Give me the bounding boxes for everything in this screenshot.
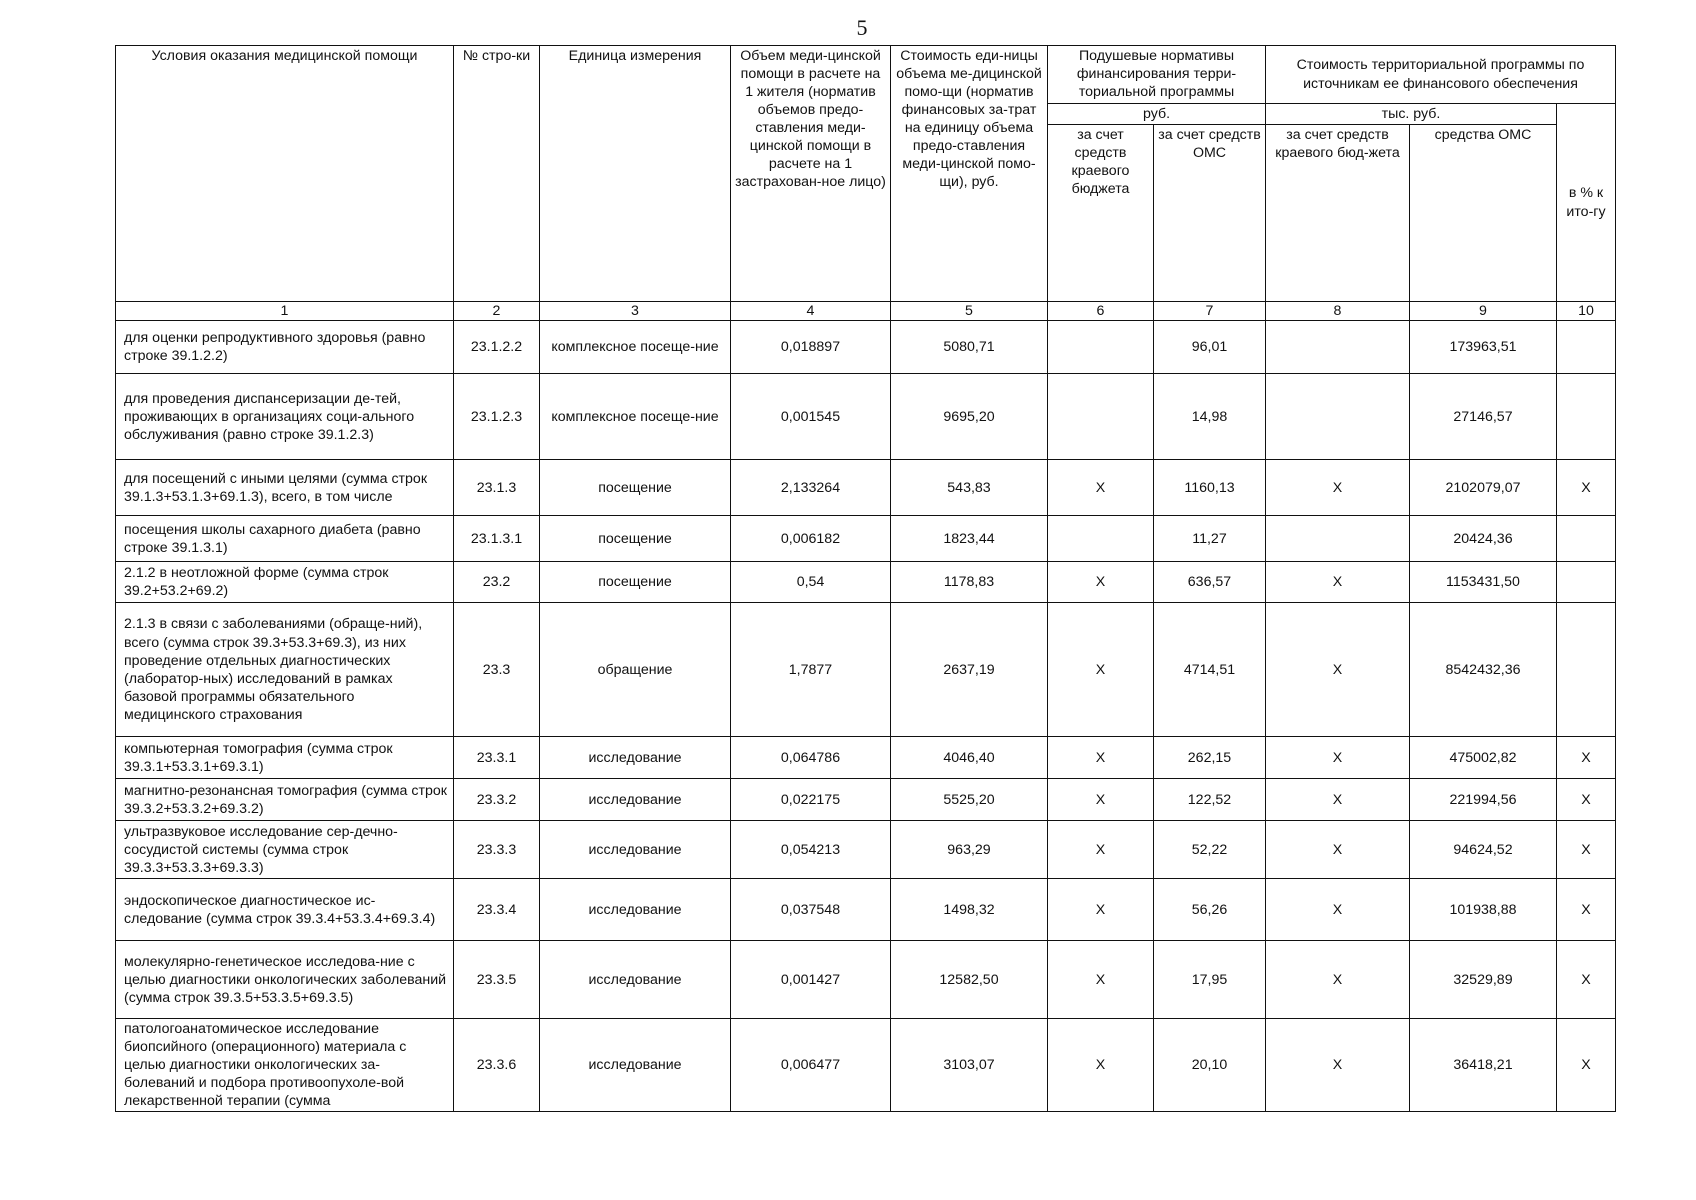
row-unit-cost: 1823,44 — [891, 516, 1048, 562]
row-line-number: 23.3.5 — [454, 941, 540, 1019]
row-unit-cost: 5080,71 — [891, 321, 1048, 374]
row-condition: для оценки репродуктивного здоровья (равно строке 39.1.2.2) — [116, 321, 454, 374]
row-condition: 2.1.2 в неотложной форме (сумма строк 39.2+53.2+69.2) — [116, 562, 454, 603]
row-regional-budget-rub: X — [1048, 460, 1154, 516]
row-line-number: 23.3.2 — [454, 779, 540, 821]
column-number: 4 — [731, 302, 891, 321]
table-row — [116, 374, 1616, 460]
row-oms-thousand: 475002,82 — [1410, 737, 1557, 779]
table-row — [116, 821, 1616, 879]
financing-table — [115, 45, 1616, 1112]
header-line-number: № стро-ки — [454, 46, 540, 302]
row-unit-cost: 5525,20 — [891, 779, 1048, 821]
row-regional-budget-rub: X — [1048, 1019, 1154, 1112]
header-thousand-rub: тыс. руб. — [1266, 104, 1557, 125]
row-percent-total: X — [1557, 879, 1616, 941]
row-unit-cost: 1498,32 — [891, 879, 1048, 941]
header-rub: руб. — [1048, 104, 1266, 125]
row-line-number: 23.3.3 — [454, 821, 540, 879]
row-condition: ультразвуковое исследование сер-дечно-сосудистой системы (сумма строк 39.3.3+53.3.3+69.3.3) — [116, 821, 454, 879]
row-unit-cost: 963,29 — [891, 821, 1048, 879]
row-line-number: 23.3 — [454, 603, 540, 737]
header-program-cost: Стоимость территориальной программы по источникам ее финансового обеспечения — [1266, 46, 1616, 104]
row-oms-rub: 262,15 — [1154, 737, 1266, 779]
row-condition: для проведения диспансеризации де-тей, проживающих в организациях соци-ального обслуживания (равно строке 39.1.2.3) — [116, 374, 454, 460]
row-volume: 0,006182 — [731, 516, 891, 562]
header-volume: Объем меди-цинской помощи в расчете на 1 жителя (норматив объемов предо-ставления меди-цинской помощи в расчете на 1 застрахован-ное лицо) — [731, 46, 891, 302]
row-unit: комплексное посеще-ние — [540, 374, 731, 460]
row-unit: исследование — [540, 737, 731, 779]
column-number: 9 — [1410, 302, 1557, 321]
row-oms-thousand: 173963,51 — [1410, 321, 1557, 374]
row-line-number: 23.3.6 — [454, 1019, 540, 1112]
table-row — [116, 779, 1616, 821]
row-oms-rub: 20,10 — [1154, 1019, 1266, 1112]
row-unit: посещение — [540, 460, 731, 516]
row-oms-rub: 11,27 — [1154, 516, 1266, 562]
row-regional-budget-thousand: X — [1266, 779, 1410, 821]
row-oms-thousand: 1153431,50 — [1410, 562, 1557, 603]
row-regional-budget-thousand — [1266, 321, 1410, 374]
row-volume: 0,018897 — [731, 321, 891, 374]
row-percent-total — [1557, 516, 1616, 562]
row-unit-cost: 2637,19 — [891, 603, 1048, 737]
row-unit: комплексное посеще-ние — [540, 321, 731, 374]
header-conditions: Условия оказания медицинской помощи — [116, 46, 454, 302]
row-line-number: 23.1.3 — [454, 460, 540, 516]
row-regional-budget-rub — [1048, 321, 1154, 374]
row-oms-thousand: 20424,36 — [1410, 516, 1557, 562]
row-percent-total: X — [1557, 941, 1616, 1019]
row-unit-cost: 1178,83 — [891, 562, 1048, 603]
row-regional-budget-thousand: X — [1266, 562, 1410, 603]
column-number: 5 — [891, 302, 1048, 321]
row-oms-rub: 122,52 — [1154, 779, 1266, 821]
row-volume: 0,022175 — [731, 779, 891, 821]
row-percent-total: X — [1557, 779, 1616, 821]
row-condition: 2.1.3 в связи с заболеваниями (обраще-ний), всего (сумма строк 39.3+53.3+69.3), из них проведение отдельных диагностических (лаборатор-ных) исследований в рамках базовой программы обязательного медицинского страхования — [116, 603, 454, 737]
table-row — [116, 516, 1616, 562]
row-regional-budget-thousand: X — [1266, 603, 1410, 737]
row-regional-budget-thousand: X — [1266, 941, 1410, 1019]
row-oms-thousand: 8542432,36 — [1410, 603, 1557, 737]
row-unit-cost: 9695,20 — [891, 374, 1048, 460]
row-regional-budget-rub: X — [1048, 562, 1154, 603]
row-unit-cost: 4046,40 — [891, 737, 1048, 779]
row-condition: эндоскопическое диагностическое ис-следование (сумма строк 39.3.4+53.3.4+69.3.4) — [116, 879, 454, 941]
row-oms-rub: 52,22 — [1154, 821, 1266, 879]
column-number: 2 — [454, 302, 540, 321]
row-regional-budget-thousand: X — [1266, 737, 1410, 779]
row-unit-cost: 543,83 — [891, 460, 1048, 516]
row-regional-budget-thousand — [1266, 374, 1410, 460]
row-line-number: 23.3.4 — [454, 879, 540, 941]
row-percent-total: X — [1557, 821, 1616, 879]
row-volume: 1,7877 — [731, 603, 891, 737]
column-number: 3 — [540, 302, 731, 321]
row-oms-thousand: 94624,52 — [1410, 821, 1557, 879]
row-unit: исследование — [540, 821, 731, 879]
row-percent-total: X — [1557, 460, 1616, 516]
row-regional-budget-thousand: X — [1266, 460, 1410, 516]
row-regional-budget-rub: X — [1048, 941, 1154, 1019]
row-unit-cost: 12582,50 — [891, 941, 1048, 1019]
row-volume: 0,54 — [731, 562, 891, 603]
row-regional-budget-rub: X — [1048, 603, 1154, 737]
row-oms-rub: 96,01 — [1154, 321, 1266, 374]
row-oms-thousand: 36418,21 — [1410, 1019, 1557, 1112]
row-condition: магнитно-резонансная томография (сумма строк 39.3.2+53.3.2+69.3.2) — [116, 779, 454, 821]
row-volume: 0,064786 — [731, 737, 891, 779]
row-regional-budget-rub: X — [1048, 779, 1154, 821]
row-oms-thousand: 221994,56 — [1410, 779, 1557, 821]
row-oms-rub: 17,95 — [1154, 941, 1266, 1019]
row-unit: посещение — [540, 562, 731, 603]
row-unit-cost: 3103,07 — [891, 1019, 1048, 1112]
row-line-number: 23.2 — [454, 562, 540, 603]
row-regional-budget-thousand: X — [1266, 1019, 1410, 1112]
row-percent-total — [1557, 562, 1616, 603]
row-unit: исследование — [540, 941, 731, 1019]
row-percent-total: X — [1557, 737, 1616, 779]
row-oms-thousand: 27146,57 — [1410, 374, 1557, 460]
row-regional-budget-rub: X — [1048, 821, 1154, 879]
column-number: 7 — [1154, 302, 1266, 321]
column-number: 8 — [1266, 302, 1410, 321]
row-regional-budget-thousand: X — [1266, 879, 1410, 941]
row-condition: для посещений с иными целями (сумма строк 39.1.3+53.1.3+69.1.3), всего, в том числе — [116, 460, 454, 516]
header-unit: Единица измерения — [540, 46, 731, 302]
row-unit: обращение — [540, 603, 731, 737]
row-condition: патологоанатомическое исследование биопсийного (операционного) материала с целью диагностики онкологических за-болеваний и подбора противоопухоле-вой лекарственной терапии (сумма — [116, 1019, 454, 1112]
page-number: 5 — [856, 15, 868, 40]
row-percent-total — [1557, 321, 1616, 374]
column-number: 10 — [1557, 302, 1616, 321]
row-oms-thousand: 101938,88 — [1410, 879, 1557, 941]
row-percent-total — [1557, 374, 1616, 460]
row-line-number: 23.3.1 — [454, 737, 540, 779]
row-oms-rub: 4714,51 — [1154, 603, 1266, 737]
row-oms-thousand: 32529,89 — [1410, 941, 1557, 1019]
row-regional-budget-rub — [1048, 516, 1154, 562]
row-condition: посещения школы сахарного диабета (равно строке 39.1.3.1) — [116, 516, 454, 562]
row-percent-total: X — [1557, 1019, 1616, 1112]
column-number: 1 — [116, 302, 454, 321]
row-unit: исследование — [540, 1019, 731, 1112]
row-line-number: 23.1.3.1 — [454, 516, 540, 562]
table-row — [116, 1019, 1616, 1112]
column-numbers-row — [116, 302, 1616, 321]
row-unit: исследование — [540, 879, 731, 941]
row-percent-total — [1557, 603, 1616, 737]
row-regional-budget-rub: X — [1048, 879, 1154, 941]
table-row — [116, 321, 1616, 374]
row-oms-rub: 636,57 — [1154, 562, 1266, 603]
table-row — [116, 941, 1616, 1019]
row-line-number: 23.1.2.2 — [454, 321, 540, 374]
header-oms-rub: за счет средств ОМС — [1154, 125, 1266, 302]
table-row — [116, 603, 1616, 737]
row-oms-rub: 1160,13 — [1154, 460, 1266, 516]
row-volume: 0,006477 — [731, 1019, 891, 1112]
row-line-number: 23.1.2.3 — [454, 374, 540, 460]
header-unit-cost: Стоимость еди-ницы объема ме-дицинской помо-щи (норматив финансовых за-трат на единицу объема предо-ставления меди-цинской помо-щи), руб. — [891, 46, 1048, 302]
row-volume: 0,037548 — [731, 879, 891, 941]
row-oms-thousand: 2102079,07 — [1410, 460, 1557, 516]
table-row — [116, 879, 1616, 941]
row-regional-budget-thousand: X — [1266, 821, 1410, 879]
column-number: 6 — [1048, 302, 1154, 321]
header-oms-thousand: средства ОМС — [1410, 125, 1557, 302]
header-regional-budget-rub: за счет средств краевого бюджета — [1048, 125, 1154, 302]
table-row — [116, 737, 1616, 779]
header-regional-budget-thousand: за счет средств краевого бюд-жета — [1266, 125, 1410, 302]
row-condition: молекулярно-генетическое исследова-ние с целью диагностики онкологических заболеваний (сумма строк 39.3.5+53.3.5+69.3.5) — [116, 941, 454, 1019]
row-volume: 0,054213 — [731, 821, 891, 879]
row-volume: 0,001545 — [731, 374, 891, 460]
row-regional-budget-rub — [1048, 374, 1154, 460]
table-row — [116, 460, 1616, 516]
row-unit: посещение — [540, 516, 731, 562]
header-percent-total: в % к ито-гу — [1557, 104, 1616, 302]
row-regional-budget-thousand — [1266, 516, 1410, 562]
row-oms-rub: 56,26 — [1154, 879, 1266, 941]
table-row — [116, 562, 1616, 603]
row-oms-rub: 14,98 — [1154, 374, 1266, 460]
header-per-capita-norms: Подушевые нормативы финансирования терри-ториальной программы — [1048, 46, 1266, 104]
row-condition: компьютерная томография (сумма строк 39.3.1+53.3.1+69.3.1) — [116, 737, 454, 779]
row-unit: исследование — [540, 779, 731, 821]
row-regional-budget-rub: X — [1048, 737, 1154, 779]
row-volume: 0,001427 — [731, 941, 891, 1019]
row-volume: 2,133264 — [731, 460, 891, 516]
